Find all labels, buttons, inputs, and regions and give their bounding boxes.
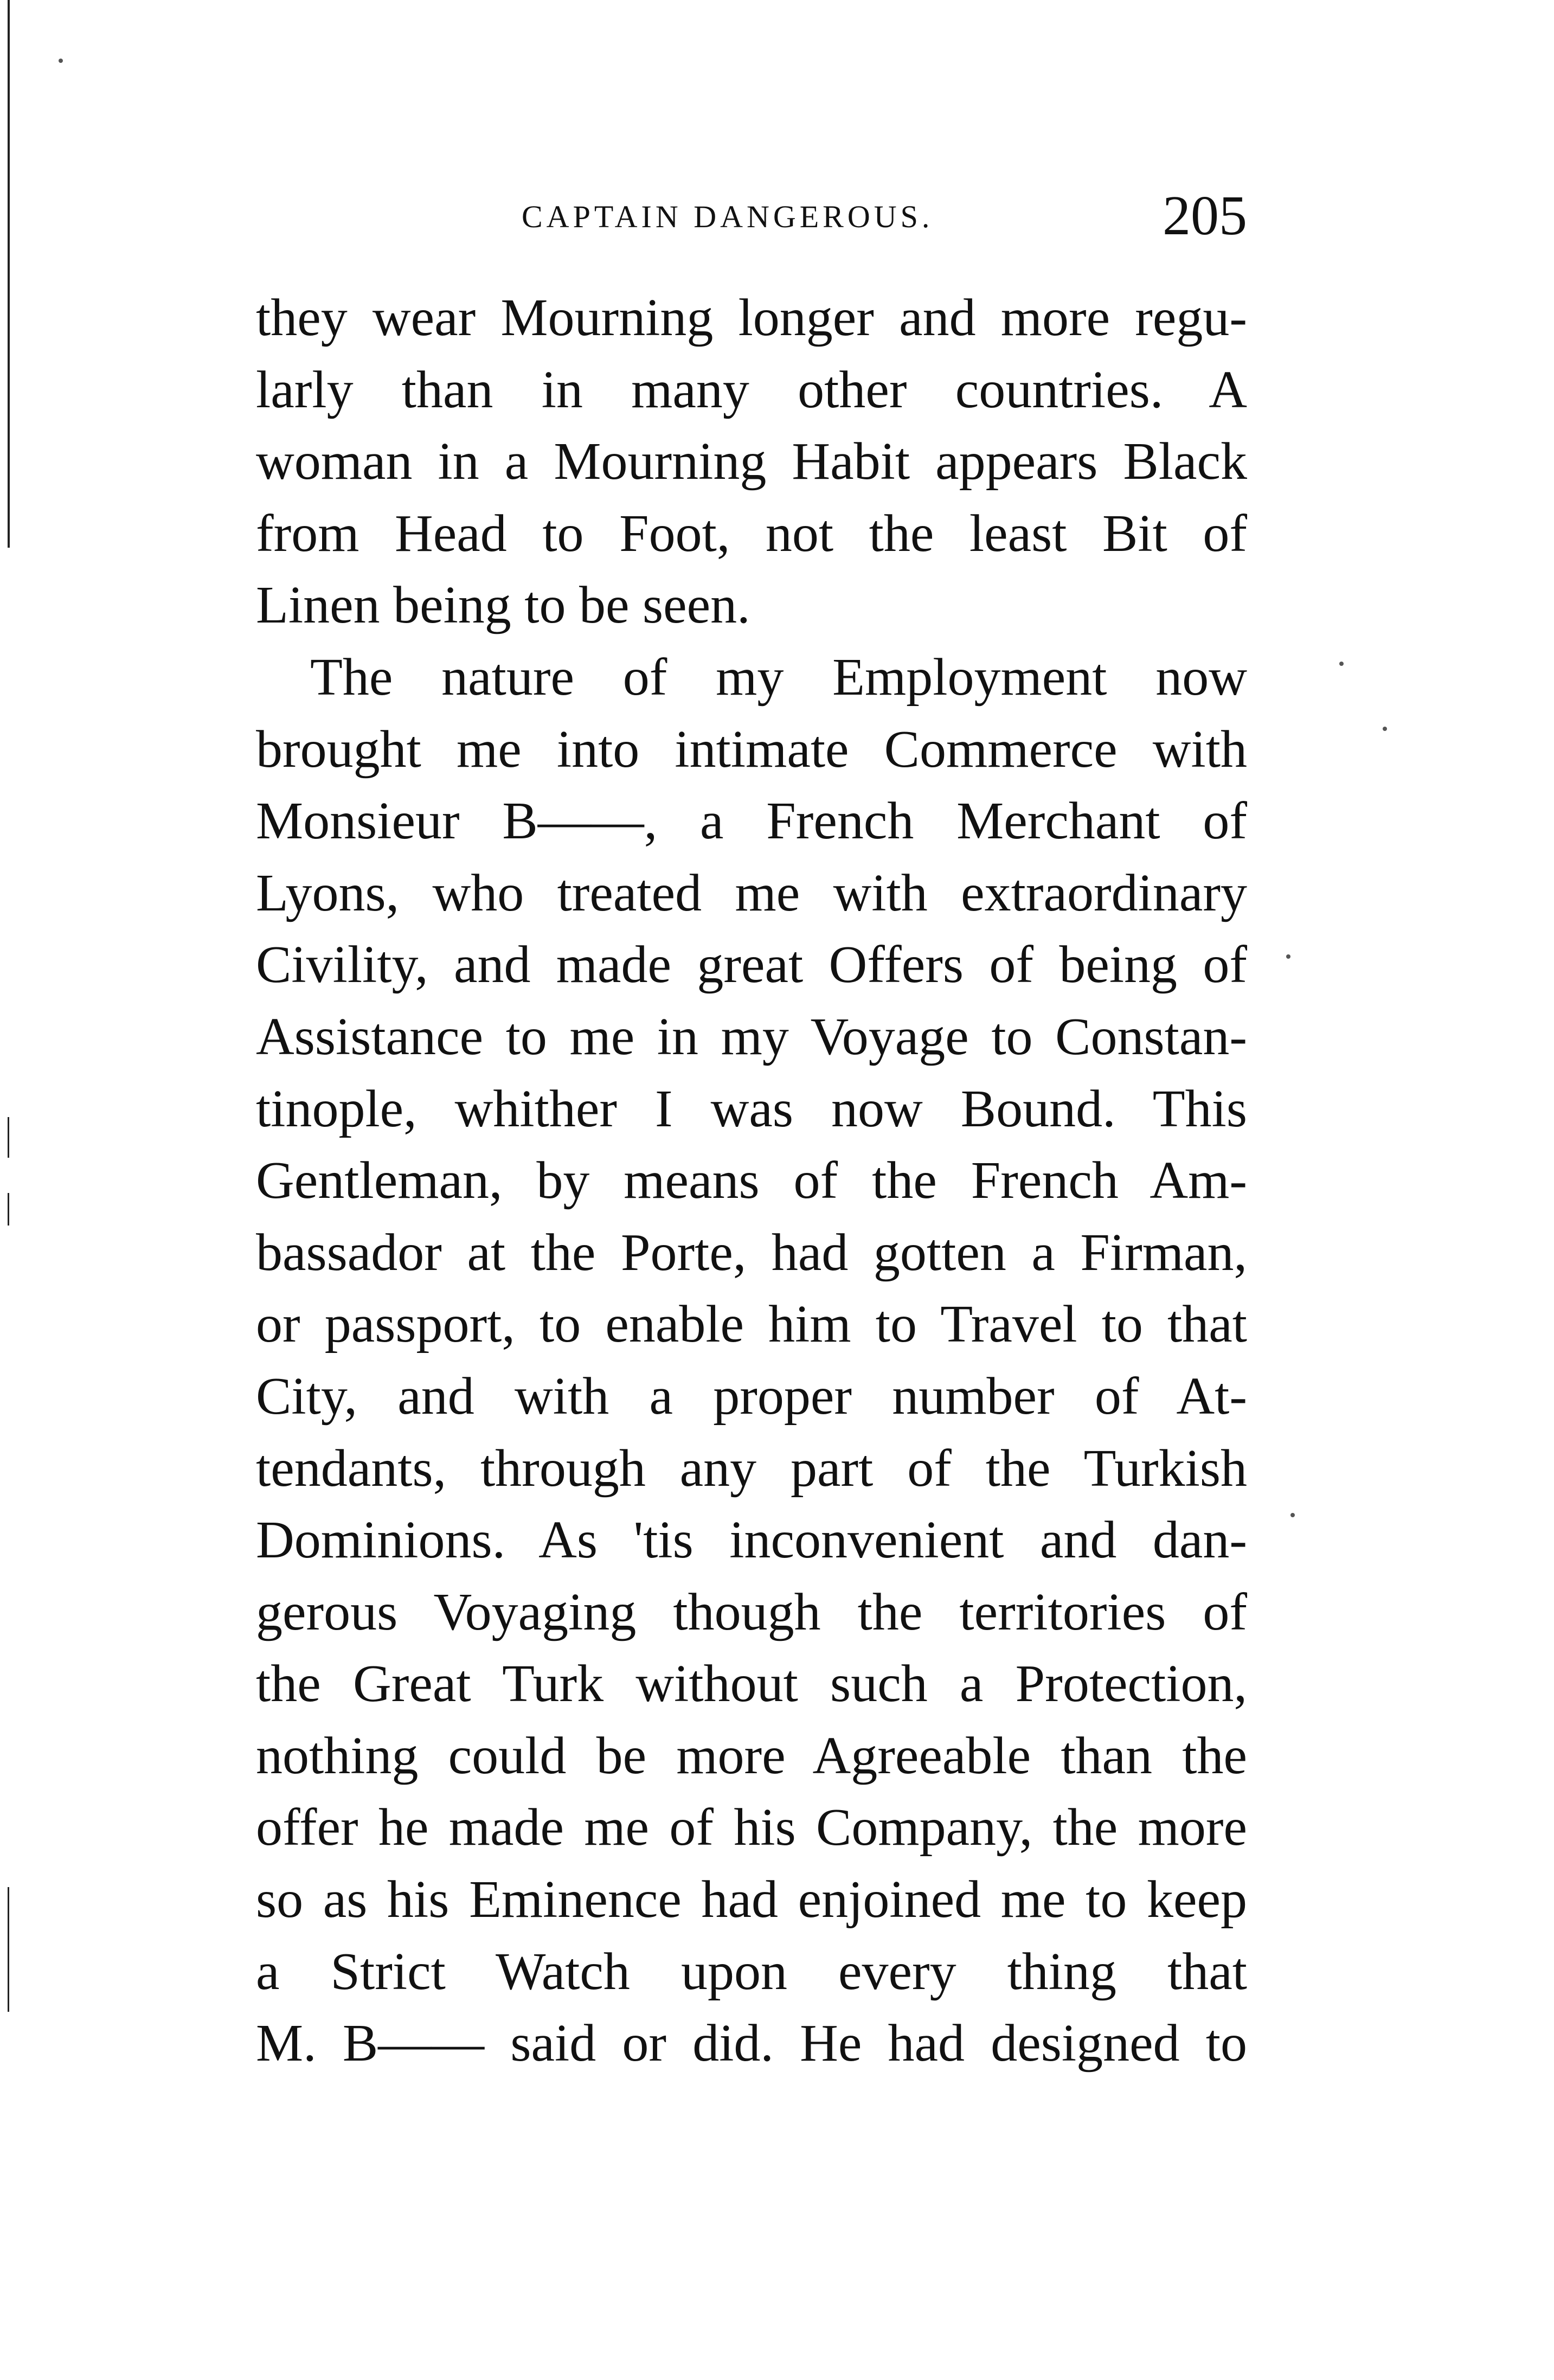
text-line: Gentleman, by means of the French Am- [256,1151,1247,1210]
text-line: Assistance to me in my Voyage to Constan- [256,1007,1247,1066]
text-line: tinople, whither I was now Bound. This [256,1079,1247,1138]
text-line: gerous Voyaging though the territories of [256,1582,1247,1641]
paragraph [256,282,1247,641]
page-header [256,183,1247,247]
scan-edge-line [8,1193,9,1226]
text-line: Dominions. As 'tis inconvenient and dan- [256,1511,1247,1570]
text-line: offer he made me of his Company, the more [256,1798,1247,1857]
text-line: M. B—— said or did. He had designed to [256,2014,1247,2073]
scan-edge-line [8,1117,9,1158]
text-line: so as his Eminence had enjoined me to keep [256,1870,1247,1929]
scan-speck [1383,727,1387,731]
text-line: from Head to Foot, not the least Bit of [256,504,1247,563]
text-line: nothing could be more Agreeable than the [256,1726,1247,1785]
text-line: Linen being to be seen. [256,576,750,635]
scan-speck [1286,954,1290,959]
text-line: Lyons, who treated me with extraordinary [256,863,1247,922]
scan-speck [1290,1513,1295,1517]
text-line: City, and with a proper number of At- [256,1367,1247,1426]
text-line: brought me into intimate Commerce with [256,720,1247,779]
text-line: The nature of my Employment now [310,647,1247,707]
text-line: tendants, through any part of the Turkish [256,1439,1247,1498]
text-line: woman in a Mourning Habit appears Black [256,432,1247,491]
text-line: a Strict Watch upon every thing that [256,1942,1247,2001]
text-line: bassador at the Porte, had gotten a Firman, [256,1223,1247,1282]
text-line: the Great Turk without such a Protection, [256,1654,1247,1714]
paragraph [256,641,1247,2080]
scan-speck [59,59,63,63]
running-title: CAPTAIN DANGEROUS. [522,199,934,234]
text-line: Monsieur B——, a French Merchant of [256,792,1247,851]
scan-speck [1339,662,1344,666]
text-line: Civility, and made great Offers of being of [256,935,1247,995]
page-number: 205 [1163,184,1247,247]
body-text [256,282,1247,2080]
scan-edge-line [8,1887,9,2012]
text-line: they wear Mourning longer and more regu- [256,288,1247,347]
scan-edge-line [8,0,10,548]
text-line: or passport, to enable him to Travel to that [256,1295,1247,1354]
text-line: larly than in many other countries. A [256,360,1247,419]
